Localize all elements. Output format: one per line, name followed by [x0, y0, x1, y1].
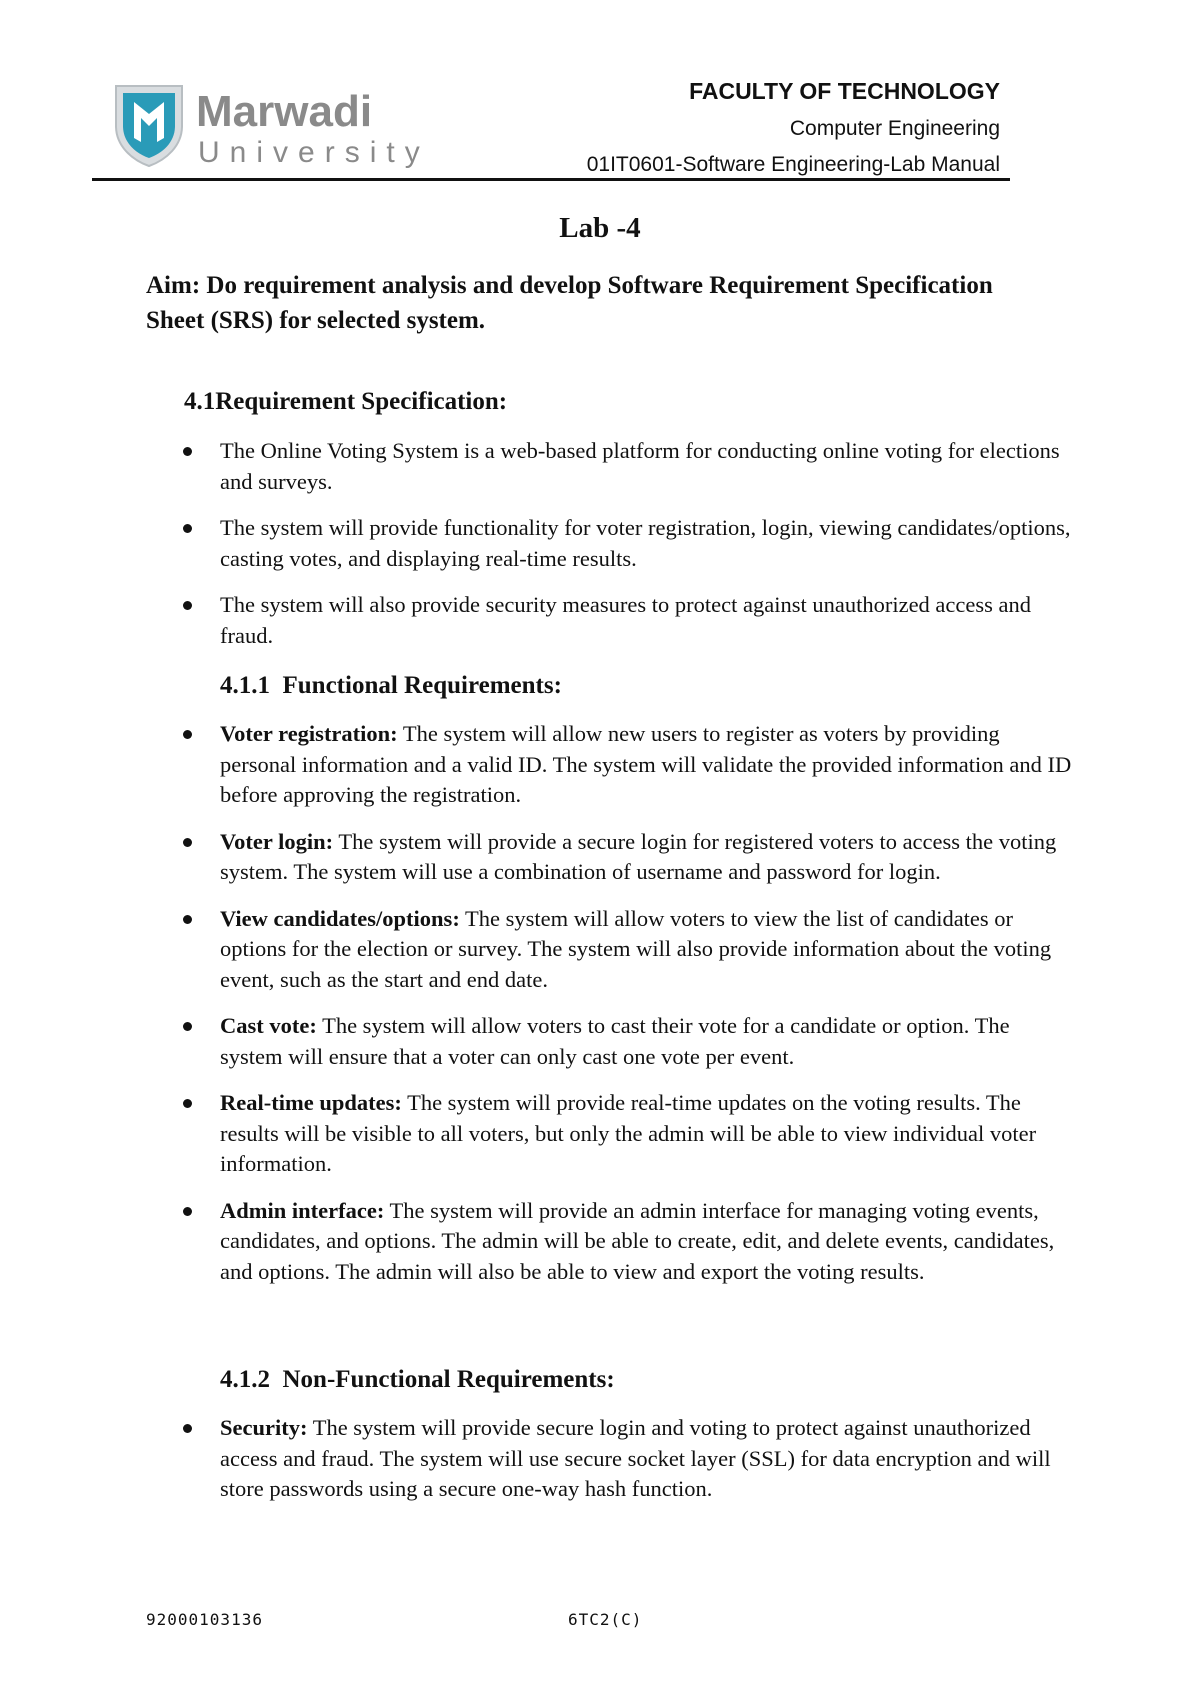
list-item: [176, 719, 1076, 811]
item-term: Cast vote:: [220, 1013, 317, 1038]
item-term: Security:: [220, 1415, 308, 1440]
list-item: [176, 827, 1076, 888]
faculty-name: FACULTY OF TECHNOLOGY: [689, 78, 1000, 104]
university-logo: [112, 82, 457, 170]
logo-text-line2: University: [198, 136, 430, 169]
item-text: The system will provide real-time updates on the voting results. The results will be visible to all voters, but only the admin will be able to view individual voter information.: [220, 1090, 1037, 1176]
section-number: 4.1.1: [220, 672, 270, 699]
item-text: The system will provide an admin interface for managing voting events, candidates, and options. The admin will be able to create, edit, and delete events, candidates, and options. The admin will also be able to view and export the voting results.: [220, 1197, 1055, 1284]
item-term: Real-time updates:: [220, 1090, 402, 1115]
list-item: The Online Voting System is a web-based platform for conducting online voting for elections and surveys.: [176, 436, 1076, 497]
item-term: View candidates/options:: [220, 905, 460, 931]
item-term: Admin interface:: [220, 1197, 385, 1223]
list-item: [176, 1413, 1076, 1505]
item-text: The system will provide secure login and voting to protect against unauthorized access and fraud. The system will use secure socket layer (SSL) for data encryption and will store passwords using a secure one-way hash function.: [220, 1415, 1051, 1501]
requirement-spec-list: [176, 436, 1076, 667]
section-heading-4-1-2: [220, 1364, 615, 1396]
list-item: [176, 904, 1076, 996]
list-item: [176, 1088, 1076, 1180]
item-text: The system will allow new users to register as voters by providing personal information and a valid ID. The system will validate the provided information and ID before approving the registration.: [220, 721, 1072, 807]
item-text: The system will allow voters to cast their vote for a candidate or option. The system will ensure that a voter can only cast one vote per event.: [220, 1013, 1010, 1069]
lab-title: Lab -4: [559, 212, 641, 244]
item-term: Voter registration:: [220, 721, 398, 746]
logo-text-line1: Marwadi: [196, 87, 373, 136]
aim-statement: Aim: Do requirement analysis and develop Software Requirement Specification Sheet (SRS) for selected system.: [146, 272, 993, 334]
section-heading-4-1: 4.1Requirement Specification:: [184, 388, 508, 415]
section-heading-4-1-1: [220, 670, 562, 702]
document-header: [587, 76, 1000, 180]
list-item: [176, 1011, 1076, 1072]
non-functional-requirements-list: [176, 1413, 1076, 1521]
item-text: The system will allow voters to view the list of candidates or options for the election or survey. The system will also provide information about the voting event, such as the start and end date.: [220, 905, 1052, 992]
footer-class: 6TC2(C): [568, 1610, 643, 1629]
section-title: Functional Requirements:: [282, 672, 562, 699]
functional-requirements-list: [176, 719, 1076, 1303]
course-name: 01IT0601-Software Engineering-Lab Manual: [586, 153, 1000, 176]
department-name: Computer Engineering: [789, 117, 1000, 140]
list-item: The system will provide functionality for voter registration, login, viewing candidates/options, casting votes, and displaying real-time results.: [176, 513, 1076, 574]
list-item: [176, 1196, 1076, 1288]
header-divider: [92, 178, 1010, 181]
shield-m-logo-icon: [116, 86, 182, 166]
section-title: Non-Functional Requirements:: [282, 1366, 615, 1393]
list-item: The system will also provide security measures to protect against unauthorized access and fraud.: [176, 590, 1076, 651]
footer-enrollment: 92000103136: [146, 1610, 263, 1629]
section-number: 4.1.2: [220, 1366, 270, 1393]
item-term: Voter login:: [220, 828, 334, 854]
item-text: The system will provide a secure login for registered voters to access the voting system. The system will use a combination of username and password for login.: [220, 828, 1057, 884]
